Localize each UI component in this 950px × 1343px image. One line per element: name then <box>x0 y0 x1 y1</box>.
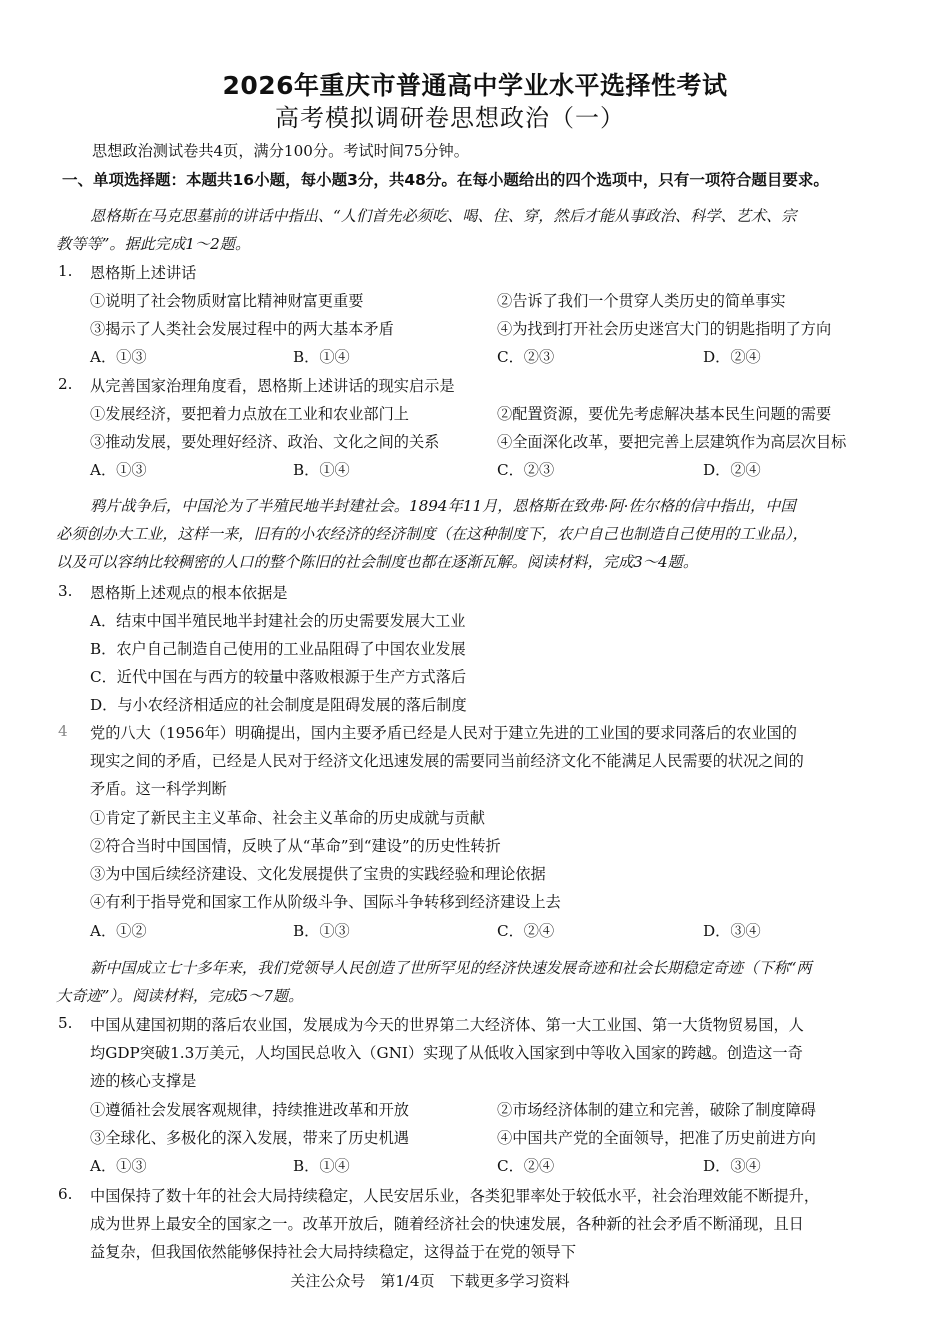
question-stem: 从完善国家治理角度看，恩格斯上述讲话的现实启示是 <box>90 377 455 395</box>
exam-subtitle: 高考模拟调研卷思想政治（一） <box>275 104 625 132</box>
statement-3: ③推动发展，要处理好经济、政治、文化之间的关系 <box>90 433 440 451</box>
option-c: C．②③ <box>497 348 555 366</box>
question-stem-line: 中国从建国初期的落后农业国，发展成为今天的世界第二大经济体、第一大工业国、第一大货物贸易国，人 <box>90 1016 804 1034</box>
material-1-line: 恩格斯在马克思墓前的讲话中指出、“人们首先必须吃、喝、住、穿，然后才能从事政治、科学、艺术、宗 <box>90 207 797 225</box>
question-stem-line: 迹的核心支撑是 <box>90 1072 197 1090</box>
material-3-line: 大奇迹”）。阅读材料，完成5～7题。 <box>56 987 304 1005</box>
question-number: 6. <box>58 1185 73 1203</box>
exam-intro: 思想政治测试卷共4页，满分100分。考试时间75分钟。 <box>92 142 469 160</box>
question-number: 4 <box>58 722 68 740</box>
option-d: D．②④ <box>703 348 761 366</box>
option-b: B．①④ <box>293 348 350 366</box>
statement-2: ②符合当时中国国情，反映了从“革命”到“建设”的历史性转折 <box>90 837 501 855</box>
statement-3: ③揭示了人类社会发展过程中的两大基本矛盾 <box>90 320 394 338</box>
option-a: A．①③ <box>90 1157 147 1175</box>
statement-1: ①说明了社会物质财富比精神财富更重要 <box>90 292 364 310</box>
question-stem: 恩格斯上述讲话 <box>90 264 197 282</box>
option-b: B．①④ <box>293 1157 350 1175</box>
option-c: C．近代中国在与西方的较量中落败根源于生产方式落后 <box>90 668 467 686</box>
option-a: A．①③ <box>90 461 147 479</box>
question-stem-line: 成为世界上最安全的国家之一。改革开放后，随着经济社会的快速发展，各种新的社会矛盾不断涌现，且日 <box>90 1215 804 1233</box>
material-3-line: 新中国成立七十多年来，我们党领导人民创造了世所罕见的经济快速发展奇迹和社会长期稳定奇迹（下称“两 <box>90 959 812 977</box>
option-c: C．②④ <box>497 922 555 940</box>
question-number: 1. <box>58 262 73 280</box>
question-stem: 恩格斯上述观点的根本依据是 <box>90 584 288 602</box>
question-stem-line: 矛盾。这一科学判断 <box>90 780 227 798</box>
question-number: 3. <box>58 582 73 600</box>
question-number: 5. <box>58 1014 73 1032</box>
exam-title: 2026年重庆市普通高中学业水平选择性考试 <box>222 71 728 100</box>
question-stem-line: 党的八大（1956年）明确提出，国内主要矛盾已经是人民对于建立先进的工业国的要求同落后的农业国的 <box>90 724 797 742</box>
statement-4: ④为找到打开社会历史迷宫大门的钥匙指明了方向 <box>497 320 832 338</box>
material-2-line: 鸦片战争后，中国沦为了半殖民地半封建社会。1894年11月，恩格斯在致弗·阿·佐尔格的信中指出，中国 <box>90 497 796 515</box>
page-footer: 关注公众号 第1/4页 下载更多学习资料 <box>290 1272 570 1290</box>
statement-4: ④中国共产党的全面领导，把准了历史前进方向 <box>497 1129 816 1147</box>
material-2-line: 必须创办大工业，这样一来，旧有的小农经济的经济制度（在这种制度下，农户自己也制造自己使用的工业品）， <box>56 525 808 543</box>
option-d: D．与小农经济相适应的社会制度是阻碍发展的落后制度 <box>90 696 467 714</box>
question-stem-line: 均GDP突破1.3万美元，人均国民总收入（GNI）实现了从低收入国家到中等收入国家的跨越。创造这一奇 <box>90 1044 803 1062</box>
statement-1: ①发展经济，要把着力点放在工业和农业部门上 <box>90 405 409 423</box>
option-b: B．农户自己制造自己使用的工业品阻碍了中国农业发展 <box>90 640 466 658</box>
statement-2: ②配置资源，要优先考虑解决基本民生问题的需要 <box>497 405 832 423</box>
option-b: B．①④ <box>293 461 350 479</box>
section-heading: 一、单项选择题：本题共16小题，每小题3分，共48分。在每小题给出的四个选项中，只有一项符合题目要求。 <box>62 171 829 189</box>
statement-2: ②告诉了我们一个贯穿人类历史的简单事实 <box>497 292 786 310</box>
option-d: D．②④ <box>703 461 761 479</box>
statement-3: ③为中国后续经济建设、文化发展提供了宝贵的实践经验和理论依据 <box>90 865 546 883</box>
question-number: 2. <box>58 375 73 393</box>
question-stem-line: 益复杂，但我国依然能够保持社会大局持续稳定，这得益于在党的领导下 <box>90 1243 576 1261</box>
option-d: D．③④ <box>703 922 761 940</box>
option-c: C．②④ <box>497 1157 555 1175</box>
option-a: A．①③ <box>90 348 147 366</box>
option-c: C．②③ <box>497 461 555 479</box>
option-b: B．①③ <box>293 922 350 940</box>
material-2-line: 以及可以容纳比较稠密的人口的整个陈旧的社会制度也都在逐渐瓦解。阅读材料，完成3～4题。 <box>56 553 699 571</box>
statement-4: ④全面深化改革，要把完善上层建筑作为高层次目标 <box>497 433 847 451</box>
material-1-line: 教等等”。据此完成1～2题。 <box>56 235 251 253</box>
statement-4: ④有利于指导党和国家工作从阶级斗争、国际斗争转移到经济建设上去 <box>90 893 561 911</box>
option-a: A．结束中国半殖民地半封建社会的历史需要发展大工业 <box>90 612 466 630</box>
question-stem-line: 现实之间的矛盾，已经是人民对于经济文化迅速发展的需要同当前经济文化不能满足人民需要的状况之间的 <box>90 752 804 770</box>
statement-2: ②市场经济体制的建立和完善，破除了制度障碍 <box>497 1101 816 1119</box>
statement-1: ①肯定了新民主主义革命、社会主义革命的历史成就与贡献 <box>90 809 485 827</box>
statement-1: ①遵循社会发展客观规律，持续推进改革和开放 <box>90 1101 409 1119</box>
option-a: A．①② <box>90 922 147 940</box>
option-d: D．③④ <box>703 1157 761 1175</box>
question-stem-line: 中国保持了数十年的社会大局持续稳定，人民安居乐业，各类犯罪率处于较低水平，社会治理效能不断提升， <box>90 1187 819 1205</box>
statement-3: ③全球化、多极化的深入发展，带来了历史机遇 <box>90 1129 409 1147</box>
